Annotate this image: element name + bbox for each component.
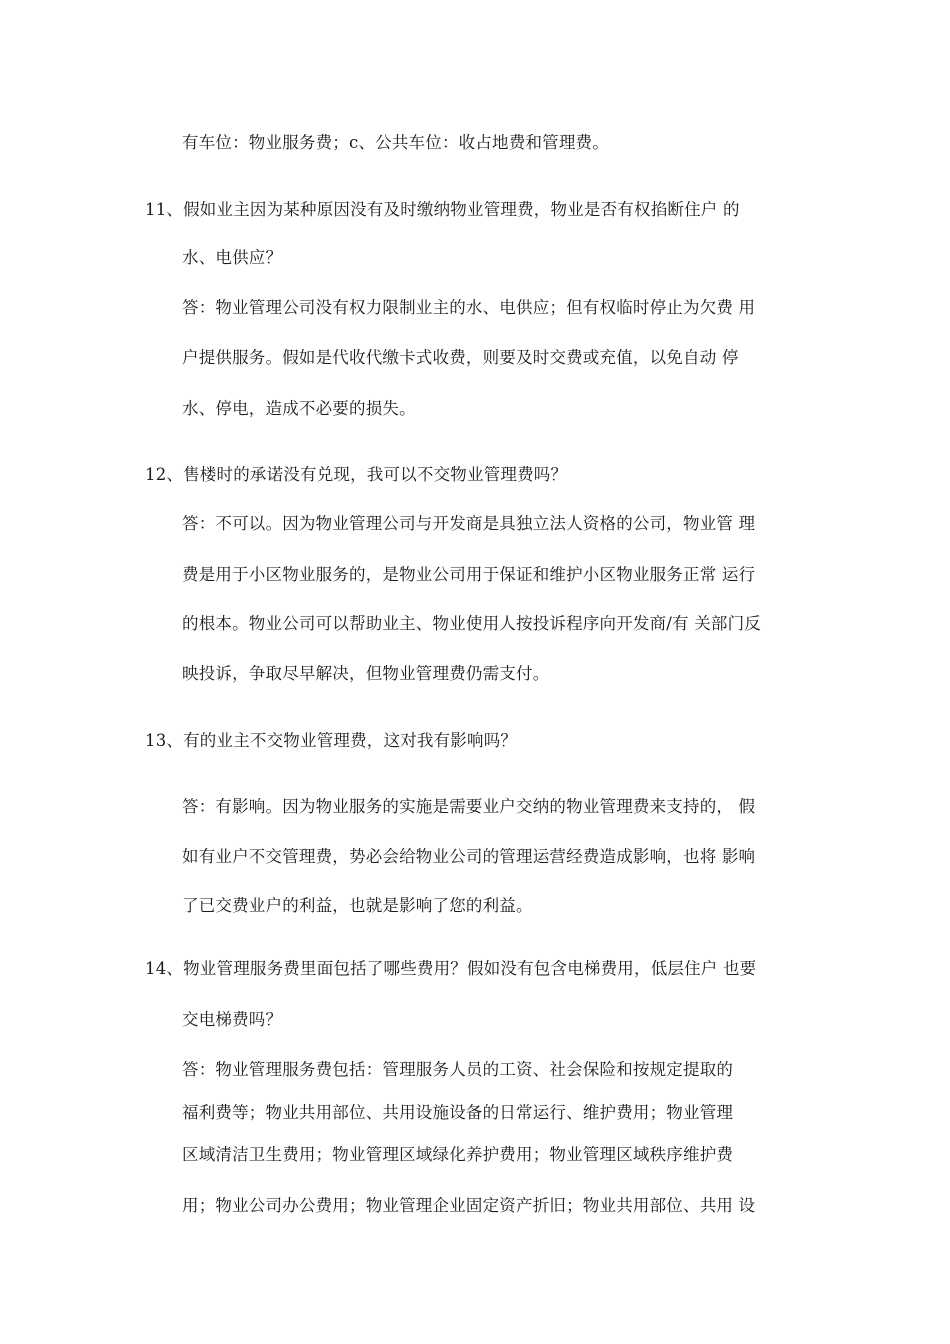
answer-11-line-3: 水、停电，造成不必要的损失。 (182, 399, 416, 418)
answer-11-line-2: 户提供服务。假如是代收代缴卡式收费，则要及时交费或充值，以免自动 停 (182, 348, 739, 367)
question-13-line-1: 13、有的业主不交物业管理费，这对我有影响吗？ (145, 731, 518, 750)
answer-12-line-1: 答：不可以。因为物业管理公司与开发商是具独立法人资格的公司，物业管 理 (182, 514, 756, 533)
question-14-line-2: 交电梯费吗？ (182, 1010, 283, 1029)
paragraph-line: 有车位：物业服务费；c、公共车位：收占地费和管理费。 (182, 133, 609, 152)
question-11-line-2: 水、电供应？ (182, 248, 283, 267)
question-12-line-1: 12、售楼时的承诺没有兑现，我可以不交物业管理费吗？ (145, 465, 568, 484)
question-11-line-1: 11、假如业主因为某种原因没有及时缴纳物业管理费，物业是否有权掐断住户 的 (145, 200, 740, 219)
answer-14-line-1: 答：物业管理服务费包括：管理服务人员的工资、社会保险和按规定提取的 (182, 1060, 734, 1079)
answer-13-line-1: 答：有影响。因为物业服务的实施是需要业户交纳的物业管理费来支持的， 假 (182, 797, 756, 816)
answer-13-line-3: 了已交费业户的利益，也就是影响了您的利益。 (182, 896, 533, 915)
answer-12-line-4: 映投诉，争取尽早解决，但物业管理费仍需支付。 (182, 664, 550, 683)
answer-11-line-1: 答：物业管理公司没有权力限制业主的水、电供应；但有权临时停止为欠费 用 (182, 298, 756, 317)
question-14-line-1: 14、物业管理服务费里面包括了哪些费用？假如没有包含电梯费用，低层住户 也要 (145, 959, 757, 978)
answer-14-line-4: 用；物业公司办公费用；物业管理企业固定资产折旧；物业共用部位、共用 设 (182, 1196, 756, 1215)
answer-12-line-3: 的根本。物业公司可以帮助业主、物业使用人按投诉程序向开发商/有 关部门反 (182, 614, 762, 633)
answer-14-line-2: 福利费等；物业共用部位、共用设施设备的日常运行、维护费用；物业管理 (182, 1103, 734, 1122)
answer-14-line-3: 区域清洁卫生费用；物业管理区域绿化养护费用；物业管理区域秩序维护费 (182, 1145, 734, 1164)
answer-13-line-2: 如有业户不交管理费，势必会给物业公司的管理运营经费造成影响，也将 影响 (182, 847, 756, 866)
answer-12-line-2: 费是用于小区物业服务的，是物业公司用于保证和维护小区物业服务正常 运行 (182, 565, 756, 584)
